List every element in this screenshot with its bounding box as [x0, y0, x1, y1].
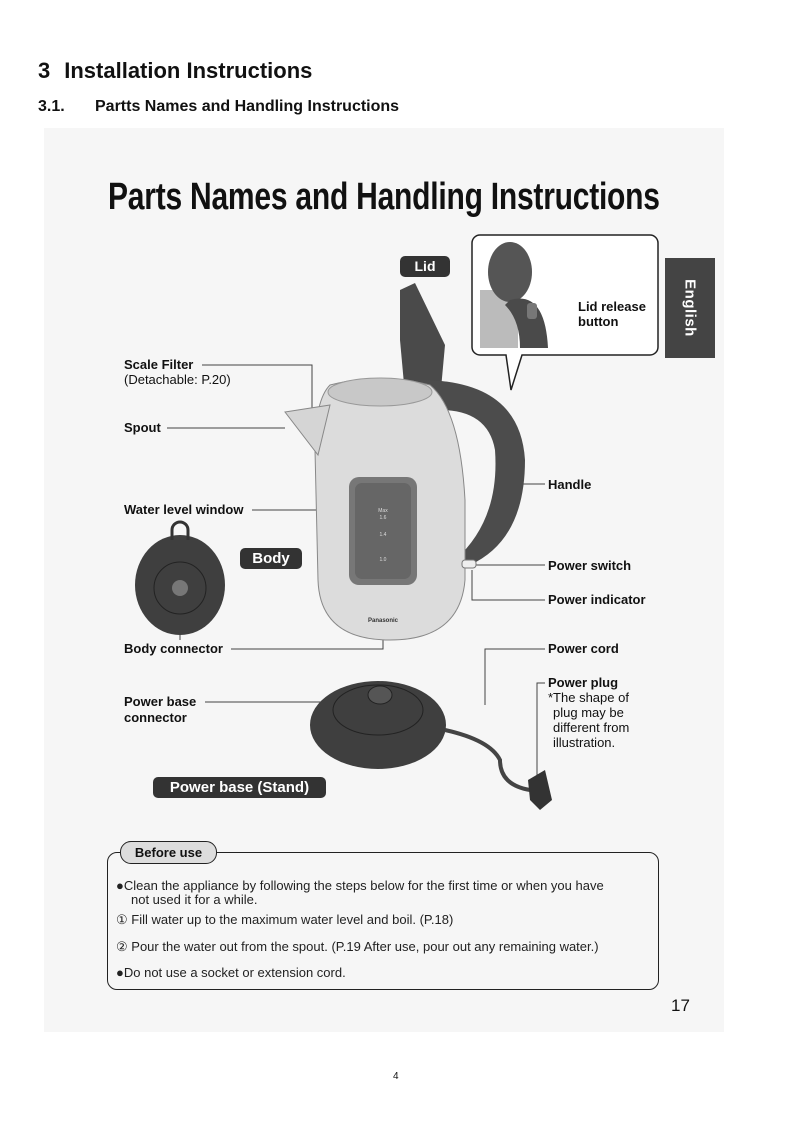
water-mark-1-4: 1.4 — [379, 532, 387, 538]
power-base-connector-label-2: connector — [124, 710, 187, 725]
water-mark-max: Max — [378, 508, 388, 514]
body-badge: Body — [240, 548, 302, 569]
section-heading: 3 Installation Instructions — [38, 58, 313, 83]
scale-filter-note: (Detachable: P.20) — [124, 372, 231, 387]
power-cord-label: Power cord — [548, 641, 619, 656]
lid-badge: Lid — [400, 256, 450, 277]
water-mark-1-0: 1.0 — [379, 557, 387, 563]
power-base-connector-label: Power base — [124, 694, 197, 709]
before-use-title: Before use — [120, 841, 217, 864]
water-mark-1-6: 1.6 — [379, 515, 387, 521]
language-tab: English — [665, 258, 715, 358]
plug-note: illustration. — [553, 735, 616, 750]
before-use-item-cont: not used it for a while. — [131, 892, 258, 907]
body-connector-label: Body connector — [124, 641, 223, 656]
power-indicator-label: Power indicator — [548, 592, 646, 607]
before-use-item: ① Fill water up to the maximum water level and boil. (P.18) — [116, 912, 454, 927]
before-use-item: ② Pour the water out from the spout. (P.19 After use, pour out any remaining water.) — [116, 939, 599, 954]
power-switch-label: Power switch — [548, 558, 632, 573]
plug-note: plug may be — [553, 705, 624, 720]
figure-title: Parts Names and Handling Instructions — [108, 176, 660, 218]
handle-label: Handle — [548, 477, 592, 492]
plug-note: different from — [553, 720, 630, 735]
lid-release-label-2: button — [578, 314, 619, 329]
before-use-item: ●Do not use a socket or extension cord. — [116, 965, 346, 980]
power-base-badge: Power base (Stand) — [153, 777, 326, 798]
power-plug-label: Power plug — [548, 675, 619, 690]
water-level-window-label: Water level window — [124, 502, 244, 517]
spout-label: Spout — [124, 420, 161, 435]
plug-note: *The shape of — [548, 690, 629, 705]
kettle-brand: Panasonic — [367, 618, 399, 624]
subsection-heading: 3.1. Partts Names and Handling Instructions — [38, 98, 400, 115]
lid-release-label: Lid release — [578, 299, 646, 314]
manual-page-number: 17 — [671, 996, 690, 1015]
page-number: 4 — [393, 1071, 399, 1082]
before-use-item: ●Clean the appliance by following the steps below for the first time or when you have — [116, 878, 604, 893]
scale-filter-label: Scale Filter — [124, 357, 194, 372]
